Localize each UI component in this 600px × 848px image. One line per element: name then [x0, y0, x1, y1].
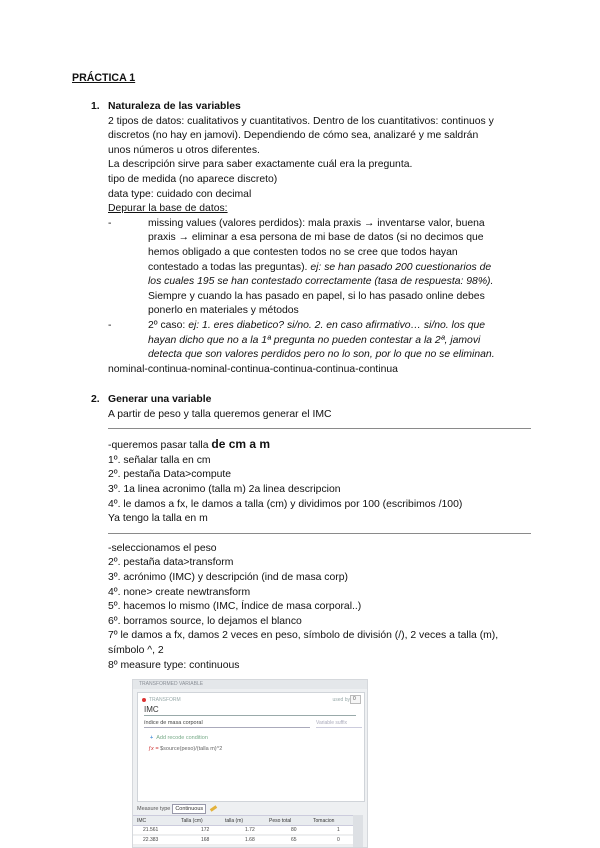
bullet-prefix: 2º caso:: [148, 319, 186, 331]
column-header[interactable]: Tomacion: [313, 818, 335, 824]
cell: 21.561: [143, 827, 159, 833]
transform-label: TRANSFORM: [149, 697, 181, 703]
bullet-item: [108, 217, 531, 319]
column-header[interactable]: Peso total: [269, 818, 292, 824]
transform-header: TRANSFORMED VARIABLE: [133, 680, 367, 689]
line: 2 tipos de datos: cualitativos y cuantitativos. Dentro de los cuantitativos: continuos y: [108, 115, 494, 127]
measure-type-select[interactable]: Continuous: [172, 804, 206, 814]
cell: 65: [291, 837, 297, 843]
section-variable-nature: [91, 100, 531, 377]
page-title: PRÁCTICA 1: [72, 72, 136, 84]
fx-label[interactable]: ƒx =: [148, 746, 159, 752]
line: hemos obligado a que contesten todos no se cree que todos hayan: [148, 246, 458, 258]
step-line: 3º. 1a linea acronimo (talla m) 2a linea descripcion: [108, 483, 341, 495]
line: praxis → eliminar a esa persona de mi base de datos (si no decimos que: [148, 232, 484, 244]
step-line: símbolo ^, 2: [108, 644, 164, 656]
cell: 172: [201, 827, 210, 833]
example-text: hayan dicho que no a la 1ª pregunta no pueden contestar a la 2ª, jamovi: [148, 334, 481, 346]
step-line: 3º. acrónimo (IMC) y descripción (ind de masa corp): [108, 571, 348, 583]
variable-suffix-field[interactable]: Variable suffix: [316, 719, 362, 728]
cell: 1: [337, 827, 340, 833]
add-icon: +: [150, 735, 154, 741]
bullet-item: [108, 319, 531, 363]
step-line: 5º. hacemos lo mismo (IMC, Índice de masa corporal..): [108, 601, 362, 613]
line: -queremos pasar talla: [108, 440, 212, 452]
used-count: 0: [353, 696, 356, 702]
add-recode-condition: Add recode condition: [156, 735, 208, 741]
line: La descripción sirve para saber exactamente cuál era la pregunta.: [108, 159, 413, 171]
cell: 1.68: [245, 837, 255, 843]
table-row[interactable]: [133, 836, 353, 845]
dash: -: [108, 319, 112, 331]
line: data type: cuidado con decimal: [108, 188, 252, 200]
bold-text: de cm a m: [211, 437, 271, 452]
step-line: 1º. señalar talla en cm: [108, 454, 211, 466]
line: tipo de medida (no aparece discreto): [108, 173, 278, 185]
example-text: ej: 1. eres diabetico? si/no. 2. en caso afirmativo… si/no. los que: [188, 319, 486, 331]
section-heading: Generar una variable: [108, 394, 212, 405]
measure-type-label: Measure type: [137, 806, 171, 812]
step-line: 4º. none> create newtransform: [108, 586, 251, 598]
step-line: 2º. pestaña data>transform: [108, 557, 234, 569]
step-line: 6º. borramos source, lo dejamos el blanco: [108, 615, 302, 627]
transform-panel: [137, 692, 365, 802]
closing-line: nominal-continua-nominal-continua-continua-continua-continua: [108, 363, 398, 375]
scrollbar[interactable]: [353, 815, 363, 848]
dash: -: [108, 217, 112, 229]
cell: 22.383: [143, 837, 159, 843]
section-heading: Naturaleza de las variables: [108, 101, 241, 112]
pencil-icon: [210, 805, 217, 811]
formula-text[interactable]: $source(peso)/(talla m)^2: [160, 746, 223, 752]
section-number: 2.: [91, 394, 100, 405]
step-line: 4º. le damos a fx, le damos a talla (cm) y dividimos por 100 (escribimos /100): [108, 498, 463, 510]
step-line: 8º measure type: continuous: [108, 659, 240, 671]
jamovi-screenshot: [132, 679, 368, 848]
line: ponerlo en materiales y métodos: [148, 305, 299, 317]
example-text: detecta que son valores perdidos pero no lo son, por lo que no se eliminan.: [148, 349, 495, 361]
step-line: 2º. pestaña Data>compute: [108, 469, 232, 481]
line: contestado a todas las preguntas).: [148, 261, 308, 273]
step-line: 7º le damos a fx, damos 2 veces en peso, símbolo de división (/), 2 veces a talla (m),: [108, 630, 499, 642]
step-line: Ya tengo la talla en m: [108, 513, 208, 525]
cell: 80: [291, 827, 297, 833]
intro-line: A partir de peso y talla queremos generar el IMC: [108, 408, 332, 420]
subheading: Depurar la base de datos:: [108, 203, 228, 215]
column-header[interactable]: talla (m): [225, 818, 244, 824]
cell: 168: [201, 837, 210, 843]
column-header[interactable]: Talla (cm): [181, 818, 203, 824]
example-text: ej: se han pasado 200 cuestionarios de: [310, 261, 492, 273]
line: missing values (valores perdidos): mala praxis → inventarse valor, buena: [148, 217, 485, 229]
variable-description-field[interactable]: índice de masa corporal: [144, 719, 310, 728]
status-dot-icon: [142, 698, 146, 702]
table-row[interactable]: [133, 826, 353, 835]
used-by-label: used by: [332, 697, 350, 703]
cell: 1.72: [245, 827, 255, 833]
cell: 0: [337, 837, 340, 843]
line: discretos (no hay en jamovi). Dependiendo de cómo sea, analizaré y me saldrán: [108, 130, 479, 142]
variable-name-field[interactable]: IMC: [144, 705, 356, 716]
step-line: -seleccionamos el peso: [108, 542, 217, 554]
grid-header: [133, 815, 353, 826]
divider: [108, 428, 531, 429]
section-number: 1.: [91, 101, 100, 112]
line: unos números u otros diferentes.: [108, 144, 260, 156]
line: Siempre y cuando la has pasado en papel, si lo has pasado online debes: [148, 290, 485, 302]
divider: [108, 533, 531, 534]
column-header[interactable]: IMC: [137, 818, 147, 824]
section-generate-variable: [91, 393, 531, 673]
example-text: los cuales 195 se han contestado correctamente (tasa de respuesta: 98%).: [148, 276, 494, 288]
